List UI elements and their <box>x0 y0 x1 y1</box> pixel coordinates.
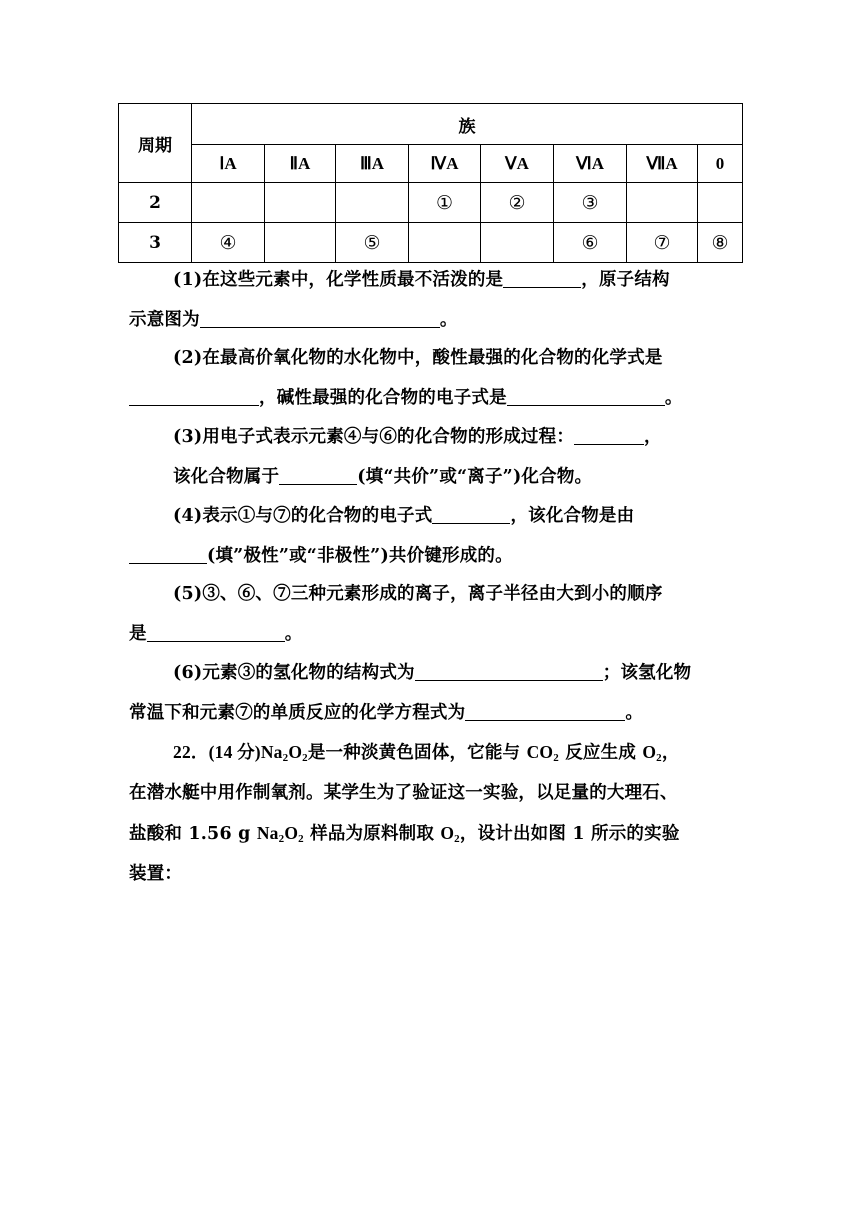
question-22 <box>129 732 734 894</box>
question-5 <box>129 574 734 654</box>
q2-text: ，碱性最强的化合物的电子式是 <box>259 388 507 408</box>
answer-blank[interactable] <box>507 387 665 406</box>
question-3 <box>129 417 734 497</box>
element-cell: ⑤ <box>336 223 409 263</box>
answer-blank[interactable] <box>279 466 357 485</box>
group-cell: ⅦA <box>627 145 698 183</box>
q4-text: ，该化合物是由 <box>510 506 635 526</box>
element-cell <box>336 183 409 223</box>
q6-text: 。 <box>625 703 644 723</box>
answer-blank[interactable] <box>129 387 259 406</box>
answer-blank[interactable] <box>574 426 644 445</box>
element-cell <box>698 183 743 223</box>
group-cell: ⅢA <box>336 145 409 183</box>
formula: O <box>440 823 455 843</box>
group-cell: ⅤA <box>481 145 554 183</box>
element-cell <box>409 223 481 263</box>
subscript: 2 <box>298 833 304 845</box>
question-4 <box>129 496 734 576</box>
element-cell <box>265 183 336 223</box>
q22-text: 装置： <box>129 864 183 884</box>
q3-text: (填“共价”或“离子”)化合物。 <box>357 467 593 487</box>
formula: CO <box>526 742 554 762</box>
q2-text: (2)在最高价氧化物的水化物中，酸性最强的化合物的化学式是 <box>173 348 663 368</box>
subscript: 2 <box>454 833 460 845</box>
q22-text: 反应生成 <box>558 743 643 763</box>
q5-text: 。 <box>284 624 303 644</box>
subscript: 2 <box>278 833 285 845</box>
q22-text: ， <box>661 743 680 763</box>
q3-text: (3)用电子式表示元素④与⑥的化合物的形成过程： <box>173 427 575 447</box>
formula: Na <box>256 823 279 843</box>
answer-blank[interactable] <box>432 505 510 524</box>
q4-text: (填”极性”或“非极性”)共价键形成的。 <box>207 546 513 566</box>
element-cell <box>627 183 698 223</box>
period-cell: 3 <box>119 223 192 263</box>
q22-text: 盐酸和 1.56 g <box>129 824 257 844</box>
answer-blank[interactable] <box>415 662 603 681</box>
subscript: 2 <box>656 752 662 764</box>
element-cell: ⑧ <box>698 223 743 263</box>
q5-text: 是 <box>129 624 147 644</box>
q2-text: 。 <box>664 388 683 408</box>
q4-text: (4)表示①与⑦的化合物的电子式 <box>173 506 433 526</box>
group-cell: ⅣA <box>409 145 481 183</box>
q22-number: 22．(14 分) <box>173 742 261 762</box>
q3-text: 该化合物属于 <box>173 467 280 487</box>
table-row <box>119 223 743 263</box>
formula: O <box>642 742 657 762</box>
q22-text: 在潜水艇中用作制氧剂。某学生为了验证这一实验，以足量的大理石、 <box>129 783 678 803</box>
answer-blank[interactable] <box>503 269 581 288</box>
element-cell <box>192 183 265 223</box>
period-header: 周期 <box>119 104 192 183</box>
q5-text: (5)③、⑥、⑦三种元素形成的离子，离子半径由大到小的顺序 <box>173 584 663 604</box>
q22-text: 是一种淡黄色固体，它能与 <box>307 743 527 763</box>
table-row <box>119 183 743 223</box>
period-cell: 2 <box>119 183 192 223</box>
q1-text: 。 <box>439 310 458 330</box>
formula: O <box>284 823 299 843</box>
q6-text: 常温下和元素⑦的单质反应的化学方程式为 <box>129 703 466 723</box>
answer-blank[interactable] <box>129 545 207 564</box>
question-1 <box>129 260 734 340</box>
q22-text: 样品为原料制取 <box>303 824 441 844</box>
element-cell <box>265 223 336 263</box>
q22-text: ，设计出如图 1 所示的实验 <box>459 824 680 844</box>
subscript: 2 <box>302 752 308 764</box>
answer-blank[interactable] <box>200 309 440 328</box>
q6-text: ；该氢化物 <box>602 663 692 683</box>
q1-text: (1)在这些元素中，化学性质最不活泼的是 <box>173 270 504 290</box>
subscript: 2 <box>282 752 289 764</box>
element-cell: ② <box>481 183 554 223</box>
element-cell: ① <box>409 183 481 223</box>
group-cell: ⅥA <box>554 145 627 183</box>
element-cell: ⑦ <box>627 223 698 263</box>
q3-text: ， <box>644 427 662 447</box>
group-cell: ⅡA <box>265 145 336 183</box>
group-cell: 0 <box>698 145 743 183</box>
formula: O <box>288 742 303 762</box>
answer-blank[interactable] <box>465 702 625 721</box>
answer-blank[interactable] <box>147 623 285 642</box>
subscript: 2 <box>553 752 559 764</box>
group-header: 族 <box>192 104 743 145</box>
q1-text: 示意图为 <box>129 310 200 330</box>
element-cell <box>481 223 554 263</box>
question-6 <box>129 653 734 733</box>
group-cell: ⅠA <box>192 145 265 183</box>
element-cell: ④ <box>192 223 265 263</box>
q1-text: ，原子结构 <box>581 270 670 290</box>
periodic-table-fragment <box>118 103 743 263</box>
formula: Na <box>260 742 283 762</box>
group-row <box>119 145 743 183</box>
q6-text: (6)元素③的氢化物的结构式为 <box>173 663 415 683</box>
element-cell: ③ <box>554 183 627 223</box>
question-2 <box>129 338 734 418</box>
element-cell: ⑥ <box>554 223 627 263</box>
